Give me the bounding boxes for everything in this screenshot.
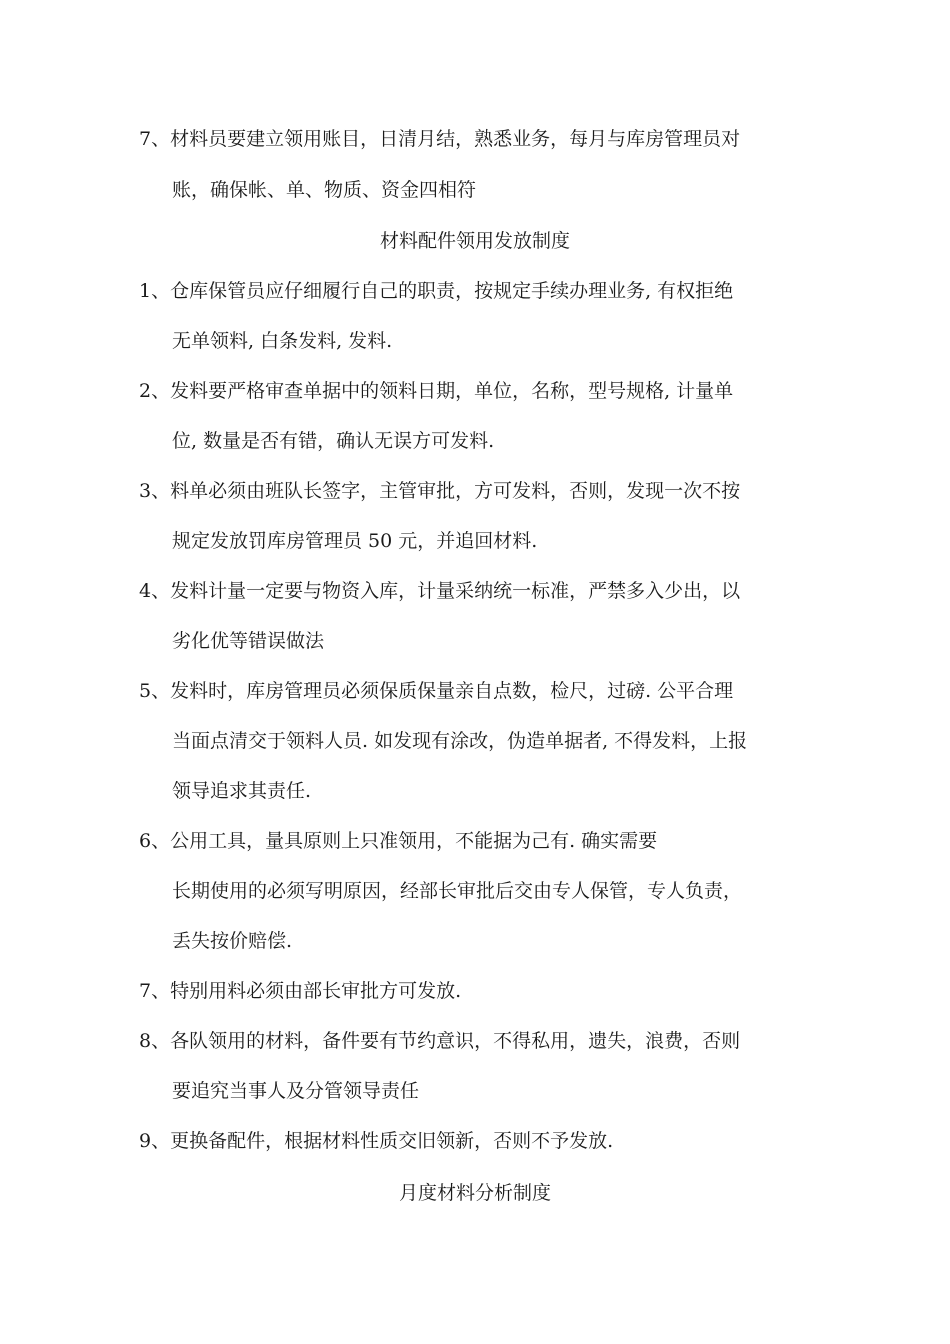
rule-8-line-2: 要追究当事人及分管领导责任	[172, 1080, 420, 1102]
rule-3-line-1: 3、料单必须由班队长签字，主管审批，方可发料，否则，发现一次不按	[139, 480, 741, 502]
rule-2-line-2: 位, 数量是否有错，确认无误方可发料.	[172, 430, 495, 452]
rule-9-line-1: 9、更换备配件，根据材料性质交旧领新，否则不予发放.	[139, 1130, 614, 1152]
rule-8-line-1: 8、各队领用的材料，备件要有节约意识，不得私用，遗失，浪费，否则	[139, 1030, 741, 1052]
rule-4-line-2: 劣化优等错误做法	[172, 630, 325, 652]
rule-3-line-2: 规定发放罚库房管理员 50 元，并追回材料.	[172, 530, 538, 552]
section-heading-material-issue-rules: 材料配件领用发放制度	[379, 230, 570, 252]
item-7-materials-clerk-line-1: 7、材料员要建立领用账目，日清月结，熟悉业务，每月与库房管理员对	[139, 128, 741, 150]
rule-7-line-1: 7、特别用料必须由部长审批方可发放.	[139, 980, 462, 1002]
rule-2-line-1: 2、发料要严格审查单据中的领料日期，单位，名称，型号规格, 计量单	[139, 380, 734, 402]
rule-5-line-2: 当面点清交于领料人员. 如发现有涂改，伪造单据者, 不得发料，上报	[172, 730, 748, 752]
rule-6-line-3: 丢失按价赔偿.	[172, 930, 293, 952]
section-heading-monthly-material-analysis: 月度材料分析制度	[398, 1182, 551, 1204]
rule-1-line-1: 1、仓库保管员应仔细履行自己的职责，按规定手续办理业务, 有权拒绝	[139, 280, 734, 302]
rule-5-line-3: 领导追求其责任.	[172, 780, 312, 802]
rule-1-line-2: 无单领料, 白条发料, 发料.	[172, 330, 393, 352]
rule-5-line-1: 5、发料时，库房管理员必须保质保量亲自点数，检尺，过磅. 公平合理	[139, 680, 734, 702]
rule-4-line-1: 4、发料计量一定要与物资入库，计量采纳统一标准，严禁多入少出，以	[139, 580, 741, 602]
rule-6-line-1: 6、公用工具，量具原则上只准领用，不能据为己有. 确实需要	[139, 830, 658, 852]
rule-6-line-2: 长期使用的必须写明原因，经部长审批后交由专人保管，专人负责，	[172, 880, 743, 902]
item-7-materials-clerk-line-2: 账，确保帐、单、物质、资金四相符	[172, 179, 477, 201]
